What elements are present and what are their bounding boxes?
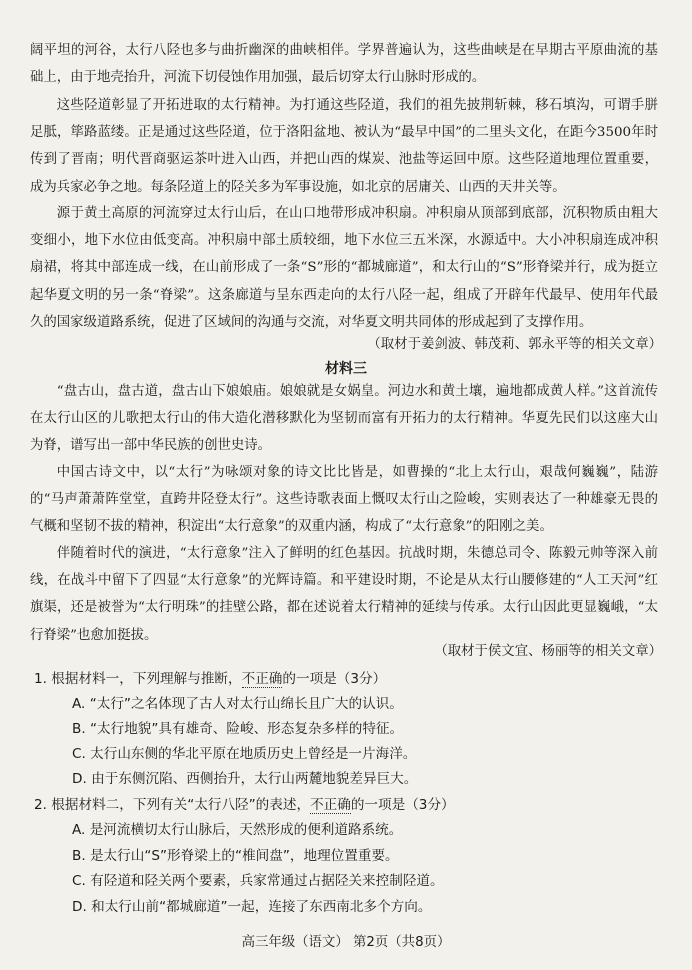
emphasis-not-correct: 不正确 xyxy=(241,671,283,687)
question-2-stem: 2. 根据材料二，下列有关“太行八陉”的表述，不正确的一项是（3分） xyxy=(34,797,455,813)
question-1-stem: 1. 根据材料一，下列理解与推断，不正确的一项是（3分） xyxy=(34,671,387,687)
question-2-option-a: A. 是河流横切太行山脉后，天然形成的便利道路系统。 xyxy=(72,822,403,838)
paragraph-poetry: 中国古诗文中，以“太行”为咏颂对象的诗文比比皆是，如曹操的“北上太行山，艰哉何巍巍”，陆游的“马声萧萧阵堂堂，直跨井陉登太行”。这些诗歌表面上慨叹太行山之险峻，实则表达了一种雄豪无畏的气概和坚韧不拔的精神，积淀出“太行意象”的双重内涵，构成了“太行意象”的阳刚之美。 xyxy=(30,465,658,535)
question-1-option-a: A. “太行”之名体现了古人对太行山绵长且广大的认识。 xyxy=(72,696,403,712)
paragraph-red-gene: 伴随着时代的演进，“太行意象”注入了鲜明的红色基因。抗战时期，朱德总司令、陈毅元帅等深入前线，在战斗中留下了四显“太行意象”的光辉诗篇。和平建设时期，不论是从太行山腰修建的“人工天河”红旗渠，还是被誉为“太行明珠”的挂壁公路，都在述说着太行精神的延续与传承。太行山因此更显巍峨，“太行脊梁”也愈加挺拔。 xyxy=(30,546,658,643)
material-3-heading: 材料三 xyxy=(325,361,367,377)
question-1-option-c: C. 太行山东侧的华北平原在地质历史上曾经是一片海洋。 xyxy=(72,746,417,762)
source-material-3: （取材于侯文宜、杨丽等的相关文章） xyxy=(434,644,662,659)
paragraph-jingdao-spirit: 这些陉道彰显了开拓进取的太行精神。为打通这些陉道，我们的祖先披荆斩棘，移石填沟，可谓手胼足胝，筚路蓝缕。正是通过这些陉道，位于洛阳盆地、被认为“最早中国”的二里头文化，在距今3500年时传到了晋南；明代晋商驱运茶叶进入山西，并把山西的煤炭、池盐等运回中原。这些陉道地理位置重要，成为兵家必争之地。每条陉道上的陉关多为军事设施，如北京的居庸关、山西的天井关等。 xyxy=(30,98,658,195)
question-2-option-b: B. 是太行山“S”形脊梁上的“椎间盘”，地理位置重要。 xyxy=(72,848,399,864)
question-1-option-b: B. “太行地貌”具有雄奇、险峻、形态复杂多样的特征。 xyxy=(72,721,404,737)
question-1-option-d: D. 由于东侧沉陷、西侧抬升，太行山两麓地貌差异巨大。 xyxy=(72,771,418,787)
question-2-option-d: D. 和太行山前“都城廊道”一起，连接了东西南北多个方向。 xyxy=(72,899,432,915)
paragraph-continued: 阔平坦的河谷，太行八陉也多与曲折幽深的曲峡相伴。学界普遍认为，这些曲峡是在早期古平原曲流的基础上，由于地壳抬升，河流下切侵蚀作用加强，最后切穿太行山脉时形成的。 xyxy=(30,43,658,86)
question-2-option-c: C. 有陉道和陉关两个要素，兵家常通过占据陉关来控制陉道。 xyxy=(72,873,444,889)
emphasis-not-correct: 不正确 xyxy=(310,797,351,813)
paragraph-folk-song: “盘古山，盘古道，盘古山下娘娘庙。娘娘就是女娲皇。河边水和黄土壤，遍地都成黄人样。”这首流传在太行山区的儿歌把太行山的伟大造化潜移默化为坚韧而富有开拓力的太行精神。华夏先民们以这座大山为脊，谱写出一部中华民族的创世史诗。 xyxy=(30,384,658,454)
page-footer: 高三年级（语文） 第2页（共8页） xyxy=(241,935,451,950)
paragraph-alluvial-fan: 源于黄土高原的河流穿过太行山后，在山口地带形成冲积扇。冲积扇从顶部到底部，沉积物质由粗大变细小，地下水位由低变高。冲积扇中部土质较细，地下水位三五米深，水源适中。大小冲积扇连成冲积扇裙，将其中部连成一线，在山前形成了一条“S”形的“都城廊道”，和太行山的“S”形脊梁并行，成为挺立起华夏文明的另一条“脊梁”。这条廊道与呈东西走向的太行八陉一起，组成了开辟年代最早、使用年代最久的国家级道路系统，促进了区域间的沟通与交流，对华夏文明共同体的形成起到了支撑作用。 xyxy=(30,206,658,330)
source-material-2: （取材于姜剑波、韩茂莉、郭永平等的相关文章） xyxy=(367,337,662,352)
